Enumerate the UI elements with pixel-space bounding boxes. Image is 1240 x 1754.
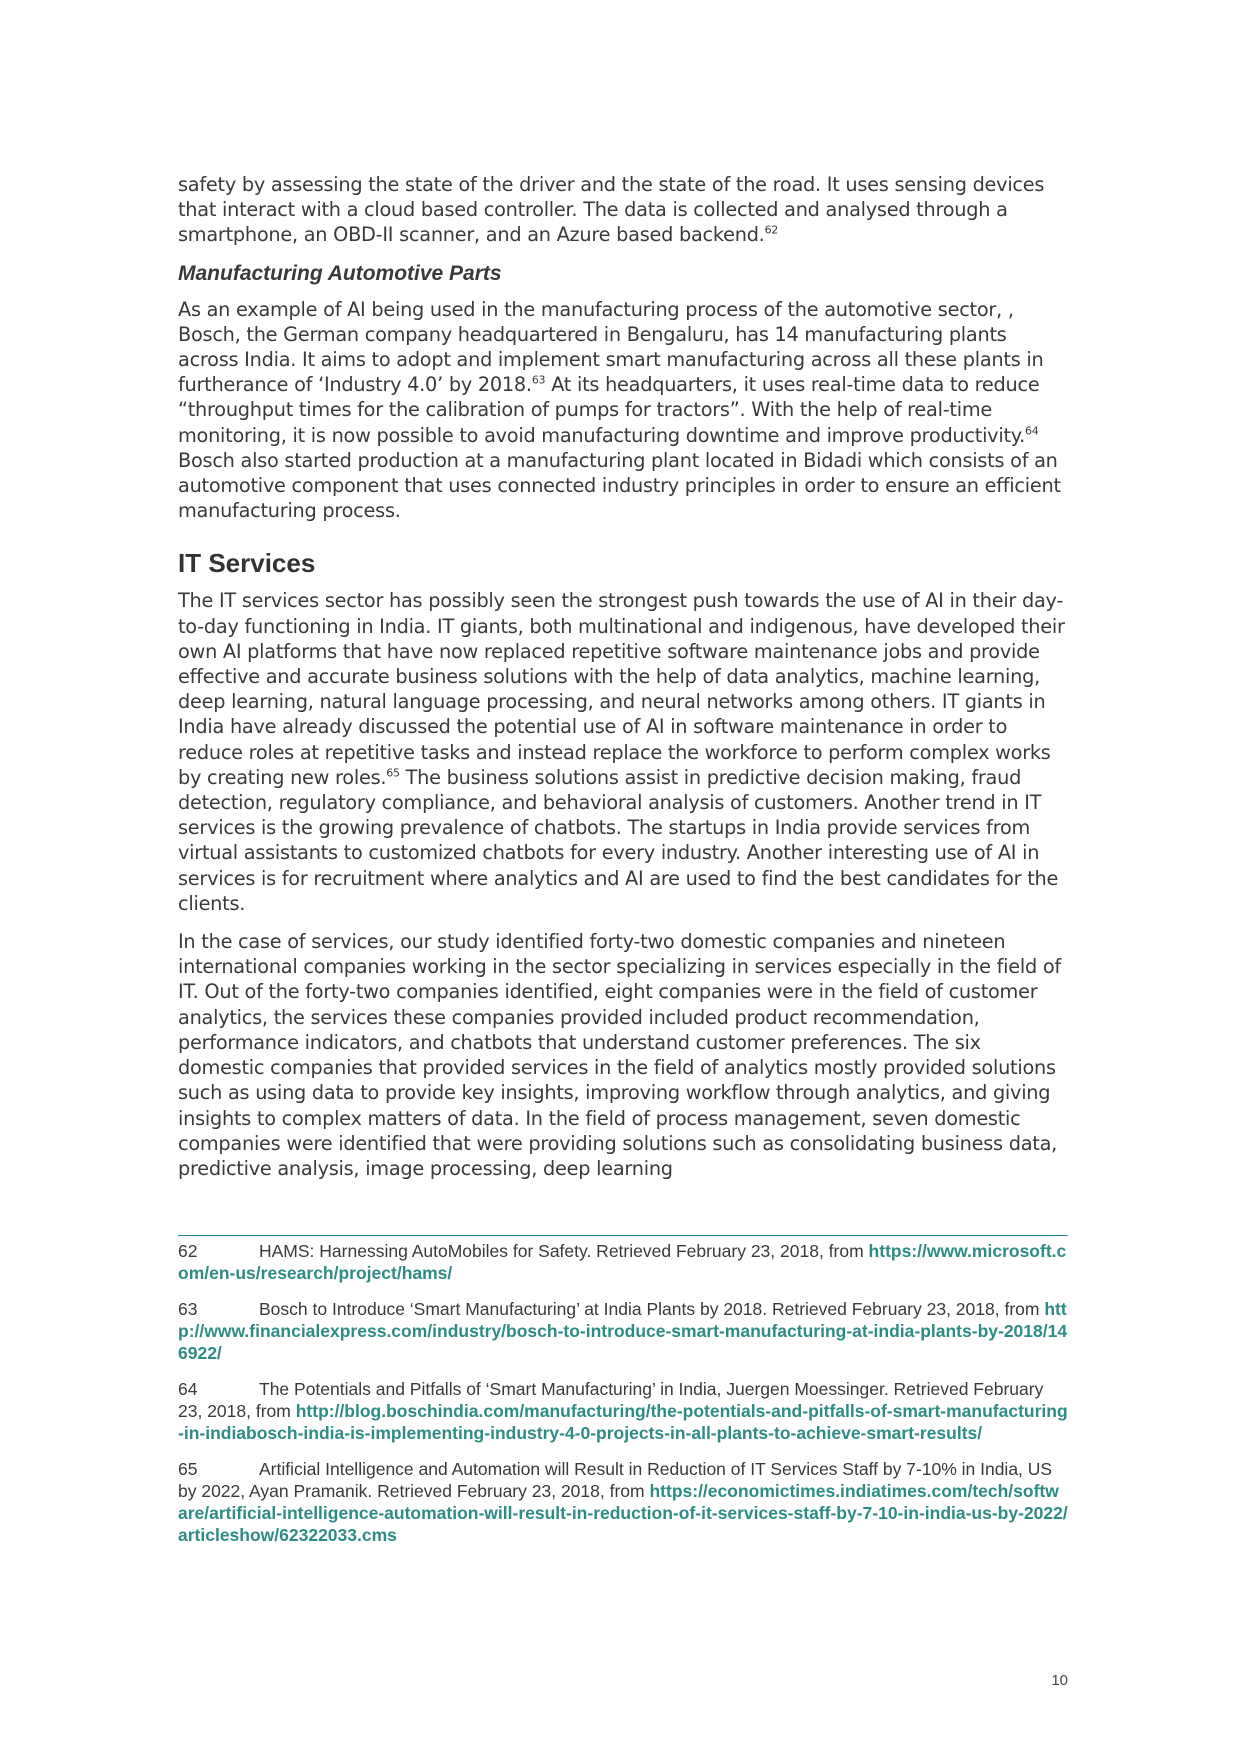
footnote-link[interactable]: https://economictimes.indiatimes.com/tech/software/artificial-intelligence-automation-will-result-in-reduction-of-it-services-staff-by-7-10-in-india-us-by-2022/articleshow/62322033.cms — [178, 1481, 1068, 1545]
footnote: 63 Bosch to Introduce ‘Smart Manufacturing’ at India Plants by 2018. Retrieved February 23, 2018, from http://www.financialexpress.com/industry/bosch-to-introduce-smart-manufacturing-at-india-plants-by-2018/146922/ — [178, 1299, 1068, 1363]
page-number: 10 — [1051, 1672, 1068, 1689]
manufacturing-paragraph: As an example of AI being used in the manufacturing process of the automotive sector, , Bosch, the German company headquartered in Bengaluru, has 14 manufacturing plants across India. It aims to adopt and implement smart manufacturing across all these plants in furtherance of ‘Industry 4.0’ by 2018.63 At its headquarters, it uses real-time data to reduce “throughput times for the calibration of pumps for tractors”. With the help of real-time monitoring, it is now possible to avoid manufacturing downtime and improve productivity.$^{64}$ Bosch also started production at a manufacturing plant located in Bidadi which consists of an automotive component that uses connected industry principles in order to ensure an efficient manufacturing process. — [178, 297, 1061, 523]
it-services-paragraph-1: The IT services sector has possibly seen the strongest push towards the use of AI in their day-to-day functioning in India. IT giants, both multinational and indigenous, have developed their own AI platforms that have now replaced repetitive software maintenance jobs and provide effective and accurate business solutions with the help of data analytics, machine learning, deep learning, natural language processing, and neural networks among others. IT giants in India have already discussed the potential use of AI in software maintenance in order to reduce roles at repetitive tasks and instead replace the workforce to perform complex works by creating new roles.$^{65}$ The business solutions assist in predictive decision making, fraud detection, regulatory compliance, and behavioral analysis of customers. Another trend in IT services is the growing prevalence of chatbots. The startups in India provide services from virtual assistants to customized chatbots for every industry. Another interesting use of AI in services is for recruitment where analytics and AI are used to find the best candidates for the clients. — [178, 589, 1065, 915]
footnote-divider — [178, 1235, 1068, 1236]
footnote-ref-65[interactable]: 65 — [386, 766, 400, 780]
footnote-ref-62[interactable]: 62 — [764, 223, 779, 237]
footnote-link[interactable]: http://blog.boschindia.com/manufacturing/the-potentials-and-pitfalls-of-smart-manufacturing-in-indiabosch-india-is-implementing-industry-4-0-projects-in-all-plants-to-achieve-smart-results/ — [178, 1401, 1068, 1443]
intro-paragraph: safety by assessing the state of the driver and the state of the road. It uses sensing devices that interact with a cloud based controller. The data is collected and analysed through a smartphone, an OBD-II scanner, and an Azure based backend.$^{62}$ — [178, 173, 1045, 247]
footnote-ref-63[interactable]: 63 — [531, 373, 546, 387]
it-services-heading: IT Services — [178, 548, 316, 579]
footnote: 62 HAMS: Harnessing AutoMobiles for Safety. Retrieved February 23, 2018, from https://www.microsoft.com/en-us/research/project/hams/ — [178, 1241, 1067, 1283]
footnote-link[interactable]: http://www.financialexpress.com/industry/bosch-to-introduce-smart-manufacturing-at-india-plants-by-2018/146922/ — [178, 1299, 1068, 1363]
it-services-paragraph-2: In the case of services, our study identified forty-two domestic companies and nineteen international companies working in the sector specializing in services especially in the field of IT. Out of the forty-two companies identified, eight companies were in the field of customer analytics, the services these companies provided included product recommendation, performance indicators, and chatbots that understand customer preferences. The six domestic companies that provided services in the field of analytics mostly provided solutions such as using data to provide key insights, improving workflow through analytics, and giving insights to complex matters of data. In the field of process management, seven domestic companies were identified that were providing solutions such as consolidating business data, predictive analysis, image processing, deep learning — [178, 930, 1061, 1180]
footnote-link[interactable]: https://www.microsoft.com/en-us/research/project/hams/ — [178, 1241, 1067, 1283]
footnote: 64 The Potentials and Pitfalls of ‘Smart Manufacturing’ in India, Juergen Moessinger. Retrieved February 23, 2018, from http://blog.boschindia.com/manufacturing/the-potentials-and-pitfalls-of-smart-manufacturing-in-indiabosch-india-is-implementing-industry-4-0-projects-in-all-plants-to-achieve-smart-results/ — [178, 1379, 1068, 1443]
footnote: 65 Artificial Intelligence and Automation will Result in Reduction of IT Services Staff by 7-10% in India, US by 2022, Ayan Pramanik. Retrieved February 23, 2018, from https://economictimes.indiatimes.com/tech/software/artificial-intelligence-automation-will-result-in-reduction-of-it-services-staff-by-7-10-in-india-us-by-2022/articleshow/62322033.cms — [178, 1459, 1068, 1545]
main-content — [178, 172, 1068, 1194]
footnotes — [178, 1240, 1068, 1560]
manufacturing-heading: Manufacturing Automotive Parts — [178, 261, 502, 285]
footnote-ref-64[interactable]: 64 — [1025, 424, 1039, 438]
